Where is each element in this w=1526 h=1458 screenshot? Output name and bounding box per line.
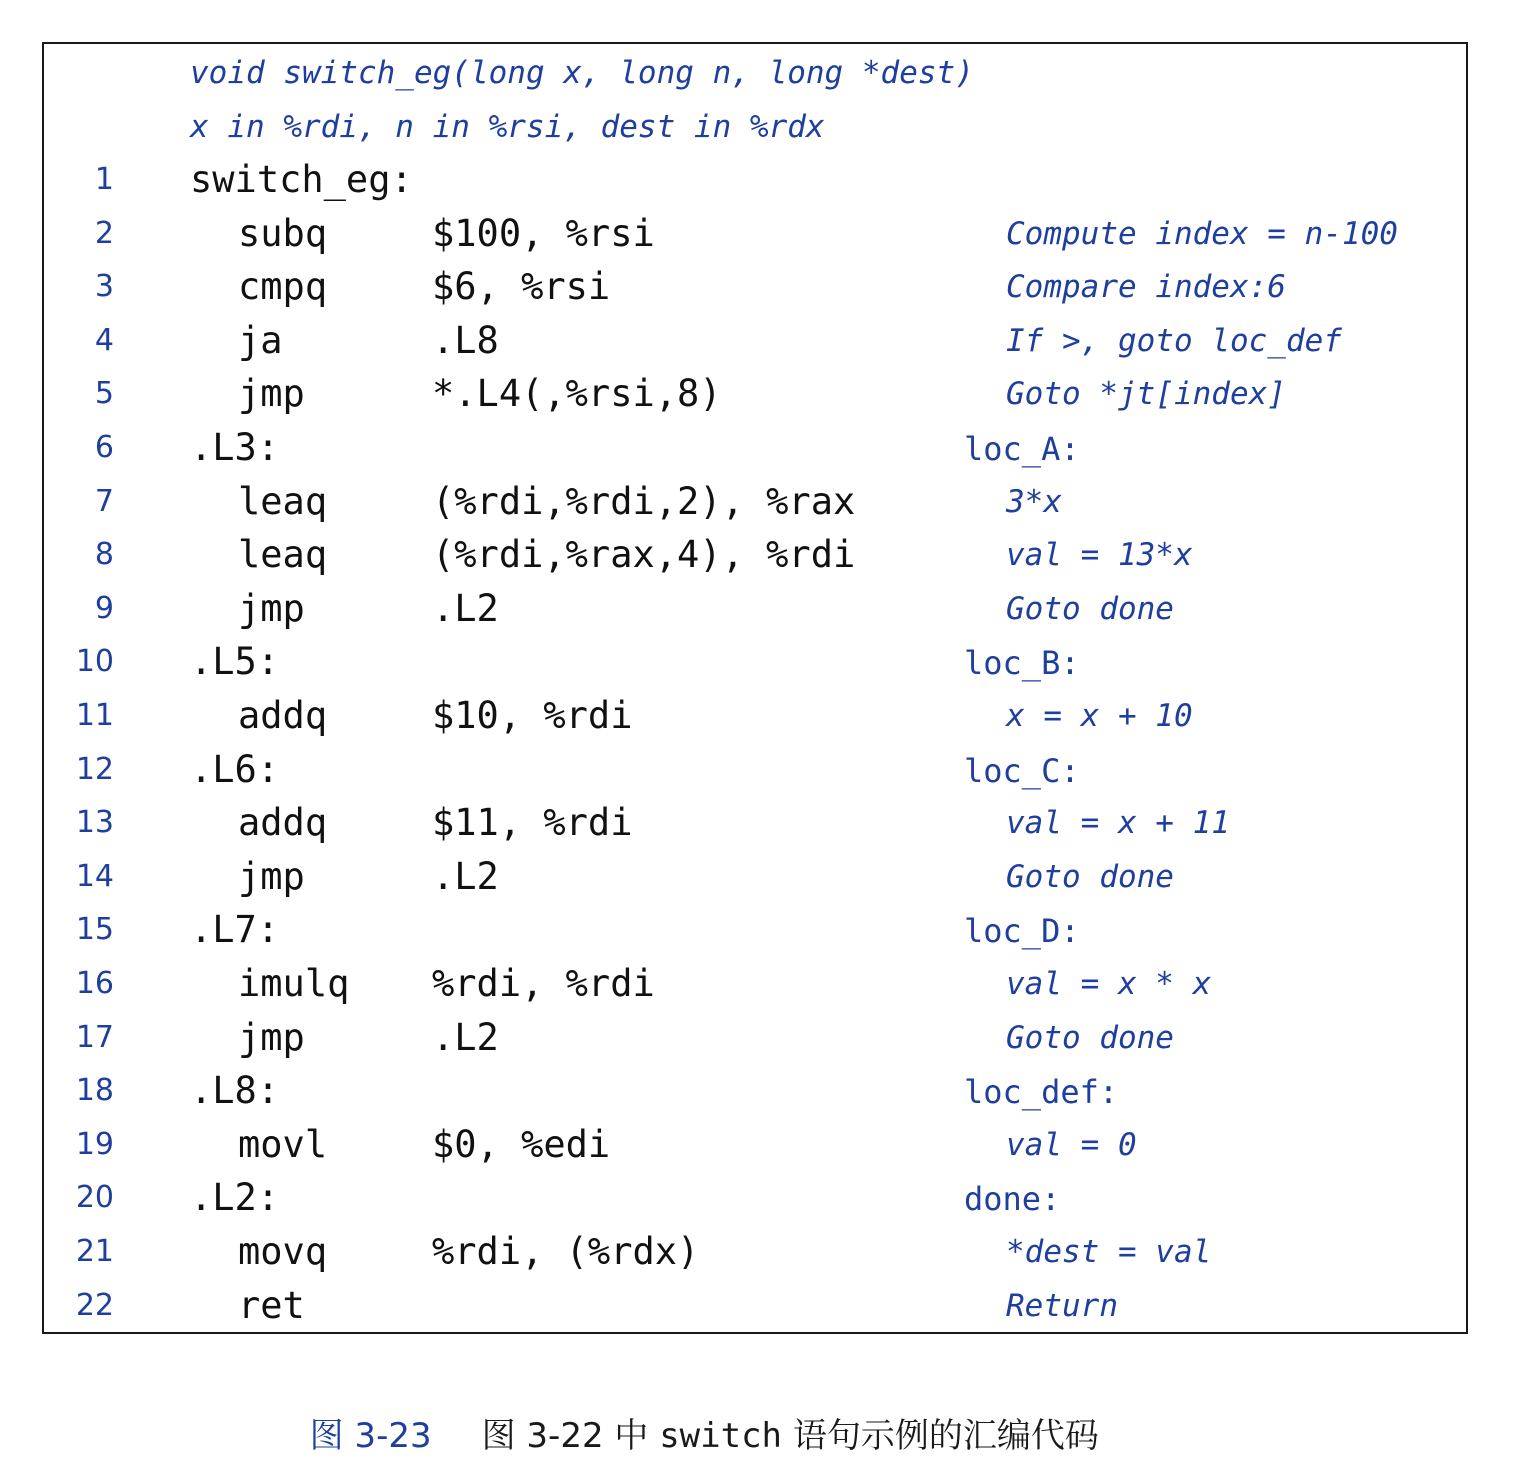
asm-operands: $100, %rsi bbox=[432, 211, 655, 255]
line-number: 2 bbox=[94, 215, 114, 251]
line-number: 11 bbox=[75, 698, 114, 733]
line-number: 9 bbox=[94, 590, 114, 626]
asm-instruction: leaq bbox=[238, 533, 328, 577]
caption-keyword: switch bbox=[659, 1416, 783, 1456]
asm-instruction: ja bbox=[238, 318, 283, 362]
code-line bbox=[0, 1230, 1526, 1287]
line-number: 12 bbox=[75, 751, 114, 787]
code-line bbox=[0, 372, 1526, 429]
code-line bbox=[0, 479, 1526, 537]
code-comment: val = 13*x bbox=[1006, 537, 1193, 574]
asm-instruction: ret bbox=[238, 1283, 305, 1327]
code-comment: Compute index = n-100 bbox=[1006, 215, 1398, 252]
asm-instruction: addq bbox=[238, 694, 328, 737]
asm-instruction: leaq bbox=[238, 479, 328, 523]
line-number: 3 bbox=[94, 269, 114, 305]
line-number: 16 bbox=[75, 966, 114, 1001]
c-label-comment: loc_C: bbox=[964, 751, 1080, 790]
asm-operands: $10, %rdi bbox=[432, 694, 633, 737]
code-line bbox=[0, 854, 1526, 912]
code-line bbox=[0, 640, 1526, 697]
asm-instruction: jmp bbox=[238, 1015, 305, 1059]
code-line bbox=[0, 694, 1526, 751]
asm-operands: %rdi, %rdi bbox=[432, 962, 655, 1005]
code-line bbox=[0, 1122, 1526, 1180]
c-label-comment: done: bbox=[964, 1180, 1061, 1219]
asm-label: .L3: bbox=[190, 426, 280, 469]
figure-number: 图 3-23 bbox=[309, 1416, 432, 1456]
asm-instruction: jmp bbox=[238, 586, 305, 630]
asm-label: switch_eg: bbox=[190, 158, 413, 201]
code-line bbox=[0, 533, 1526, 590]
code-line bbox=[0, 1015, 1526, 1073]
code-comment: val = x * x bbox=[1006, 966, 1212, 1002]
line-number: 15 bbox=[75, 912, 114, 948]
asm-instruction: movl bbox=[238, 1122, 328, 1166]
line-number: 8 bbox=[94, 537, 114, 573]
asm-instruction: movq bbox=[238, 1230, 328, 1273]
code-line bbox=[0, 747, 1526, 805]
line-number: 6 bbox=[94, 430, 114, 465]
code-line bbox=[0, 158, 1526, 215]
asm-instruction: imulq bbox=[238, 962, 350, 1005]
register-mapping: x in %rdi, n in %rsi, dest in %rdx bbox=[190, 109, 825, 145]
function-signature: void switch_eg(long x, long n, long *dest) bbox=[190, 55, 974, 91]
code-comment: 3*x bbox=[1006, 483, 1062, 520]
code-line bbox=[0, 1176, 1526, 1233]
asm-operands: (%rdi,%rdi,2), %rax bbox=[432, 479, 856, 523]
asm-instruction: jmp bbox=[238, 854, 305, 898]
asm-label: .L6: bbox=[190, 747, 280, 791]
asm-instruction: jmp bbox=[238, 372, 305, 416]
code-line bbox=[0, 265, 1526, 322]
code-line bbox=[0, 1069, 1526, 1126]
line-number: 21 bbox=[75, 1234, 114, 1269]
asm-label: .L5: bbox=[190, 640, 280, 684]
code-comment: val = 0 bbox=[1006, 1126, 1137, 1163]
asm-label: .L2: bbox=[190, 1176, 280, 1220]
asm-operands: .L2 bbox=[432, 854, 499, 898]
line-number: 20 bbox=[75, 1180, 114, 1216]
caption-text-after: 语句示例的汇编代码 bbox=[782, 1416, 1099, 1456]
code-line bbox=[0, 801, 1526, 858]
line-number: 14 bbox=[75, 858, 114, 894]
line-number: 22 bbox=[75, 1287, 114, 1323]
c-label-comment: loc_B: bbox=[964, 644, 1080, 683]
asm-label: .L7: bbox=[190, 908, 280, 952]
asm-operands: $6, %rsi bbox=[432, 265, 611, 309]
asm-operands: .L8 bbox=[432, 318, 499, 362]
asm-operands: *.L4(,%rsi,8) bbox=[432, 372, 722, 416]
asm-operands: $11, %rdi bbox=[432, 801, 633, 845]
c-label-comment: loc_def: bbox=[964, 1073, 1119, 1112]
asm-instruction: addq bbox=[238, 801, 328, 845]
line-number: 10 bbox=[75, 644, 114, 680]
code-line bbox=[0, 586, 1526, 644]
line-number: 13 bbox=[75, 805, 114, 841]
code-line bbox=[0, 318, 1526, 376]
asm-instruction: subq bbox=[238, 211, 328, 255]
line-number: 1 bbox=[94, 162, 114, 197]
code-comment: val = x + 11 bbox=[1006, 805, 1230, 842]
code-line bbox=[0, 962, 1526, 1019]
code-comment: Compare index:6 bbox=[1006, 269, 1286, 306]
code-line bbox=[0, 908, 1526, 965]
asm-operands: $0, %edi bbox=[432, 1122, 611, 1166]
line-number: 4 bbox=[94, 322, 114, 358]
line-number: 5 bbox=[94, 376, 114, 412]
asm-operands: .L2 bbox=[432, 1015, 499, 1059]
code-comment: Return bbox=[1006, 1287, 1118, 1324]
code-comment: Goto done bbox=[1006, 590, 1174, 627]
code-line bbox=[0, 426, 1526, 483]
code-comment: Goto done bbox=[1006, 1019, 1174, 1056]
line-number: 18 bbox=[75, 1073, 114, 1109]
c-label-comment: loc_D: bbox=[964, 912, 1080, 951]
code-comment: x = x + 10 bbox=[1006, 698, 1193, 734]
line-number: 19 bbox=[75, 1126, 114, 1162]
code-line bbox=[0, 211, 1526, 269]
code-comment: If >, goto loc_def bbox=[1006, 322, 1342, 359]
asm-instruction: cmpq bbox=[238, 265, 328, 309]
c-label-comment: loc_A: bbox=[964, 430, 1080, 468]
asm-operands: (%rdi,%rax,4), %rdi bbox=[432, 533, 856, 577]
figure-caption bbox=[288, 1385, 1099, 1456]
line-number: 17 bbox=[75, 1019, 114, 1055]
asm-label: .L8: bbox=[190, 1069, 280, 1113]
asm-operands: %rdi, (%rdx) bbox=[432, 1230, 700, 1273]
code-comment: Goto done bbox=[1006, 858, 1174, 895]
code-comment: *dest = val bbox=[1006, 1234, 1212, 1270]
code-comment: Goto *jt[index] bbox=[1006, 376, 1286, 413]
asm-operands: .L2 bbox=[432, 586, 499, 630]
line-number: 7 bbox=[94, 483, 114, 519]
caption-text-before: 图 3-22 中 bbox=[481, 1416, 660, 1456]
code-line bbox=[0, 1283, 1526, 1341]
